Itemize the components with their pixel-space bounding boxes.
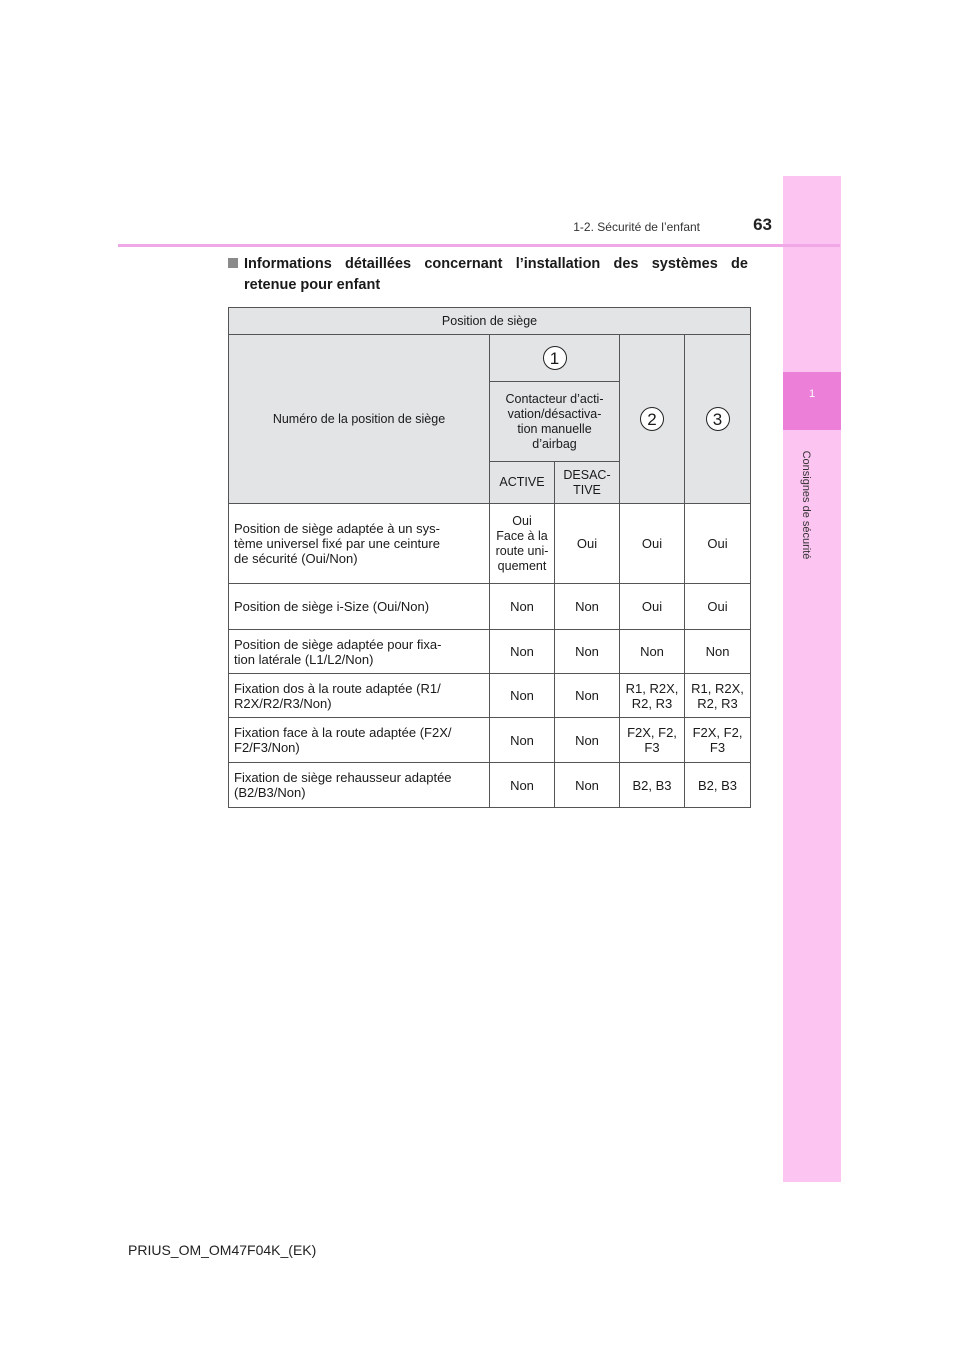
row-cell: F2X, F2, F3 — [620, 718, 685, 763]
row-cell: R1, R2X, R2, R3 — [685, 674, 751, 718]
row-label: Fixation dos à la route adaptée (R1/ R2X/R2/R3/Non) — [229, 674, 490, 718]
row-cell: Oui — [620, 504, 685, 584]
row-label: Fixation face à la route adaptée (F2X/ F2/F3/Non) — [229, 718, 490, 763]
heading-line-1 — [228, 254, 748, 275]
table-row — [229, 630, 751, 674]
row-cell: Non — [555, 584, 620, 630]
row-cell: F2X, F2, F3 — [685, 718, 751, 763]
row-label: Fixation de siège rehausseur adaptée (B2/B3/Non) — [229, 763, 490, 808]
airbag-inactive-header: DESAC- TIVE — [555, 462, 620, 504]
page-number: 63 — [753, 215, 772, 234]
heading-word: systèmes — [651, 256, 718, 272]
chapter-sidebar — [783, 176, 841, 1182]
seat-number-header: Numéro de la position de siège — [229, 335, 490, 504]
heading-word: de — [731, 256, 748, 272]
row-cell: Oui — [620, 584, 685, 630]
row-cell: Oui — [555, 504, 620, 584]
row-cell: Non — [555, 718, 620, 763]
row-cell: Non — [620, 630, 685, 674]
row-cell: Non — [490, 718, 555, 763]
seat-info-table — [228, 307, 751, 808]
row-cell: Non — [685, 630, 751, 674]
row-cell: Non — [555, 763, 620, 808]
row-cell: Non — [490, 763, 555, 808]
section-heading — [228, 254, 748, 296]
table-row — [229, 584, 751, 630]
heading-word: des — [613, 256, 639, 272]
section-title: 1-2. Sécurité de l’enfant — [573, 220, 700, 234]
square-bullet-icon — [228, 258, 238, 268]
document-footer: PRIUS_OM_OM47F04K_(EK) — [128, 1242, 317, 1258]
seat-1-cell — [490, 335, 620, 382]
chapter-title: Consignes de sécurité — [800, 450, 812, 560]
row-cell: Oui — [685, 584, 751, 630]
seat-position-header: Position de siège — [229, 308, 751, 335]
chapter-number: 1 — [808, 388, 816, 400]
row-cell: Oui Face à la route uni- quement — [490, 504, 555, 584]
circled-two-icon: 2 — [640, 407, 664, 431]
row-cell: B2, B3 — [620, 763, 685, 808]
circled-three-icon: 3 — [706, 407, 730, 431]
circled-one-icon: 1 — [543, 346, 567, 370]
table-header-row — [229, 308, 751, 335]
chapter-tab[interactable] — [783, 372, 841, 430]
row-cell: Non — [555, 674, 620, 718]
heading-word: concernant — [424, 256, 503, 272]
heading-word: détaillées — [345, 256, 412, 272]
row-label: Position de siège adaptée pour fixa- tion latérale (L1/L2/Non) — [229, 630, 490, 674]
table-row — [229, 718, 751, 763]
row-label: Position de siège adaptée à un sys- tème universel fixé par une ceinture de sécurité (Oui/Non) — [229, 504, 490, 584]
heading-word: l’installation — [515, 256, 601, 272]
seat-2-cell — [620, 335, 685, 504]
row-cell: Oui — [685, 504, 751, 584]
heading-first-word: Informations — [228, 254, 332, 275]
row-cell: Non — [555, 630, 620, 674]
table-row — [229, 763, 751, 808]
airbag-switch-header: Contacteur d’acti- vation/désactiva- tion manuelle d’airbag — [490, 382, 620, 462]
row-label: Position de siège i-Size (Oui/Non) — [229, 584, 490, 630]
row-cell: Non — [490, 630, 555, 674]
table-row — [229, 504, 751, 584]
heading-line-2: retenue pour enfant — [244, 277, 381, 293]
row-cell: R1, R2X, R2, R3 — [620, 674, 685, 718]
table-row — [229, 674, 751, 718]
row-cell: B2, B3 — [685, 763, 751, 808]
row-cell: Non — [490, 584, 555, 630]
table-header-row — [229, 335, 751, 382]
header-rule — [118, 244, 840, 247]
airbag-active-header: ACTIVE — [490, 462, 555, 504]
seat-3-cell — [685, 335, 751, 504]
row-cell: Non — [490, 674, 555, 718]
